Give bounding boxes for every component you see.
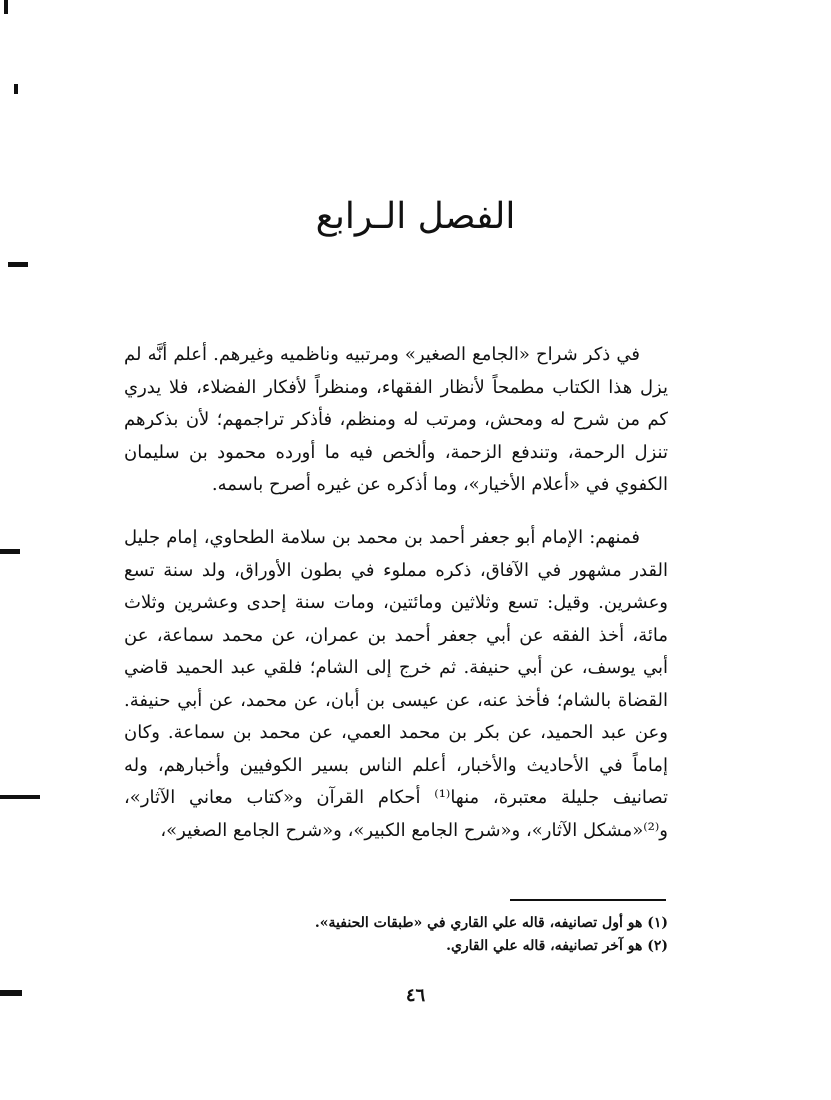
scan-mark — [0, 549, 20, 554]
chapter-title: الفصل الـرابع — [315, 196, 516, 237]
paragraph-text: فمنهم: الإمام أبو جعفر أحمد بن محمد بن سلامة الطحاوي، إمام جليل القدر مشهور في الآفاق، ذكره مملوء في بطون الأوراق، ولد سنة تسع وعشرين. وقيل: تسع وثلاثين ومائتين، ومات سنة إحدى وعشرين وثلاث مائة، أخذ الفقه عن أبي جعفر أحمد بن عمران، عن محمد سماعة، عن أبي يوسف، عن أبي حنيفة. ثم خرج إلى الشام؛ فلقي عبد الحميد قاضي القضاة بالشام؛ فأخذ عنه، عن عيسى بن أبان، عن محمد، عن أبي حنيفة. وعن عبد الحميد، عن بكر بن محمد العمي، عن محمد بن سماعة. وكان إماماً في الأحاديث والأخبار، أعلم الناس بسير الكوفيين وأخبارهم، وله تصانيف جليلة معتبرة، منها⁽¹⁾ أحكام القرآن و«كتاب معاني الآثار»، و⁽²⁾«مشكل الآثار»، و«شرح الجامع الكبير»، و«شرح الجامع الصغير»، — [124, 527, 668, 841]
footnotes — [124, 912, 668, 958]
paragraph-tahawi — [124, 522, 668, 847]
footnote-1: (١) هو أول تصانيفه، قاله علي القاري في «طبقات الحنفية». — [314, 915, 668, 931]
scan-mark — [4, 0, 8, 14]
paragraph-intro — [124, 339, 668, 502]
page-number: ٤٦ — [405, 985, 426, 1006]
scan-mark — [0, 795, 40, 799]
footnote-divider — [510, 899, 666, 901]
footnote-2: (٢) هو آخر تصانيفه، قاله علي القاري. — [446, 938, 668, 954]
scan-mark — [8, 262, 28, 267]
paragraph-text: في ذكر شراح «الجامع الصغير» ومرتبيه وناظميه وغيرهم. أعلم أنَّه لم يزل هذا الكتاب مطمحاً لأنظار الفقهاء، ومنظراً لأفكار الفضلاء، فلا يدري كم من شرح له ومحش، ومرتب له ومنظم، فأذكر تراجمهم؛ لأن بذكرهم تنزل الرحمة، وتندفع الزحمة، وألخص فيه ما أورده محمود بن سليمان الكفوي في «أعلام الأخيار»، وما أذكره عن غيره أصرح باسمه. — [124, 344, 668, 495]
scan-mark — [14, 84, 18, 94]
